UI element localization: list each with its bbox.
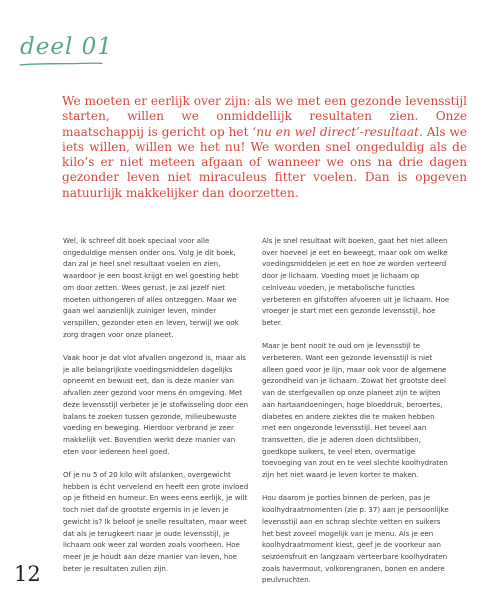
page-number: 12 <box>14 562 41 586</box>
intro-emphasis: ‘nu en wel direct’-resultaat <box>252 124 419 139</box>
section-label: deel 01 <box>20 34 113 60</box>
body-paragraph: Als je snel resultaat wilt boeken, gaat het niet alleen over hoeveel je eet en beweegt, maar ook om welke voedingsmiddelen je eet en hoe ze worden verteerd door je lichaam. Voeding moet je lichaam op celniveau voeden, je metabolische functies verbeteren en gifstoffen afvoeren uit je lichaam. Hoe vroeger je start met een gezonde levensstijl, hoe beter. <box>262 236 450 327</box>
intro-paragraph <box>62 94 467 201</box>
body-column-right <box>262 235 450 598</box>
body-column-left <box>63 235 251 586</box>
body-paragraph: Wel, ik schreef dit boek speciaal voor alle ongeduldige mensen onder ons. Volg je dit boek, dan zal je heel snel resultaat voelen en zien, waardoor je een boost krijgt en wel goesting hebt om door zetten. Wees gerust, je zal jezelf niet moeten uithongeren of alles ontzeggen. Maar we gaan wel aanzienlijk zuiniger leven, minder verspillen, gezonder eten en leven, terwijl we ook zorg dragen voor onze planeet. <box>63 236 239 339</box>
body-paragraph: Hou daarom je porties binnen de perken, pas je koolhydraatmomenten (zie p. 37) aan je persoonlijke levensstijl aan en schrap slechte vetten en suikers het best zoveel mogelijk van je menu. Als je een koolhydraatmoment kiest, geef je de voorkeur aan seizoensfruit en langzaam verteerbare koolhydraten zoals havermout, volkorengranen, bonen en andere peulvruchten. <box>262 493 449 585</box>
body-paragraph: Vaak hoor je dat vlot afvallen ongezond is, maar als je alle belangrijkste voedingsmiddelen dagelijks opneemt en bewust eet, dan is deze manier van afvallen zeer gezond voor mens én omgeving. Met deze levensstijl verbeter je je stofwisseling door een balans te zoeken tussen gezonde, milieubewuste voeding en beweging. Hierdoor verbrand je zeer makkelijk vet. Bovendien werkt deze manier van eten voor iedereen heel goed. <box>63 353 249 456</box>
intro-text-start: We moeten er eerlijk over zijn: als we met een gezonde levensstijl starten, willen we onmiddellijk resultaten zien. Onze maatschappij is gericht op het <box>62 94 467 139</box>
body-paragraph: Of je nu 5 of 20 kilo wilt afslanken, overgewicht hebben is écht vervelend en heeft een grote invloed op je fitheid en humeur. En wees eens eerlijk, je wilt toch niet daf de grootste ergernis in je leven je gewicht is? Ik beloof je snelle resultaten, maar weet dat als je terugkeert naar je oude levensstijl, je lichaam ook weer zal worden zoals voorheen. Hoe meer je je houdt aan deze manier van leven, hoe beter je resultaten zullen zijn. <box>63 470 249 573</box>
section-underline <box>18 60 104 68</box>
intro-text-end: . Als we iets willen, willen we het nu! We worden snel ongeduldig als de kilo’s er niet meteen afgaan of wanneer we ons na drie dagen gezonder leven niet miraculeus fitter voelen. Dan is opgeven natuurlijk makkelijker dan doorzetten. <box>62 124 467 200</box>
body-paragraph: Maar je bent nooit te oud om je levensstijl te verbeteren. Want een gezonde levensstijl is niet alleen goed voor je lijn, maar ook voor de algemene gezondheid van je lichaam. Zowat het grootste deel van de sterfgevallen op onze planeet zijn te wijten aan hartaandoeningen, hoge bloeddruk, beroertes, diabetes en andere ziektes die te maken hebben met een ongezonde levensstijl. Het teveel aan transvetten, die je aderen doen dichtslibben, goedkope suikers, te veel eten, overmatige toevoeging van zout en te veel slechte koolhydraten zijn het niet waard je leven korter te maken. <box>262 341 448 480</box>
